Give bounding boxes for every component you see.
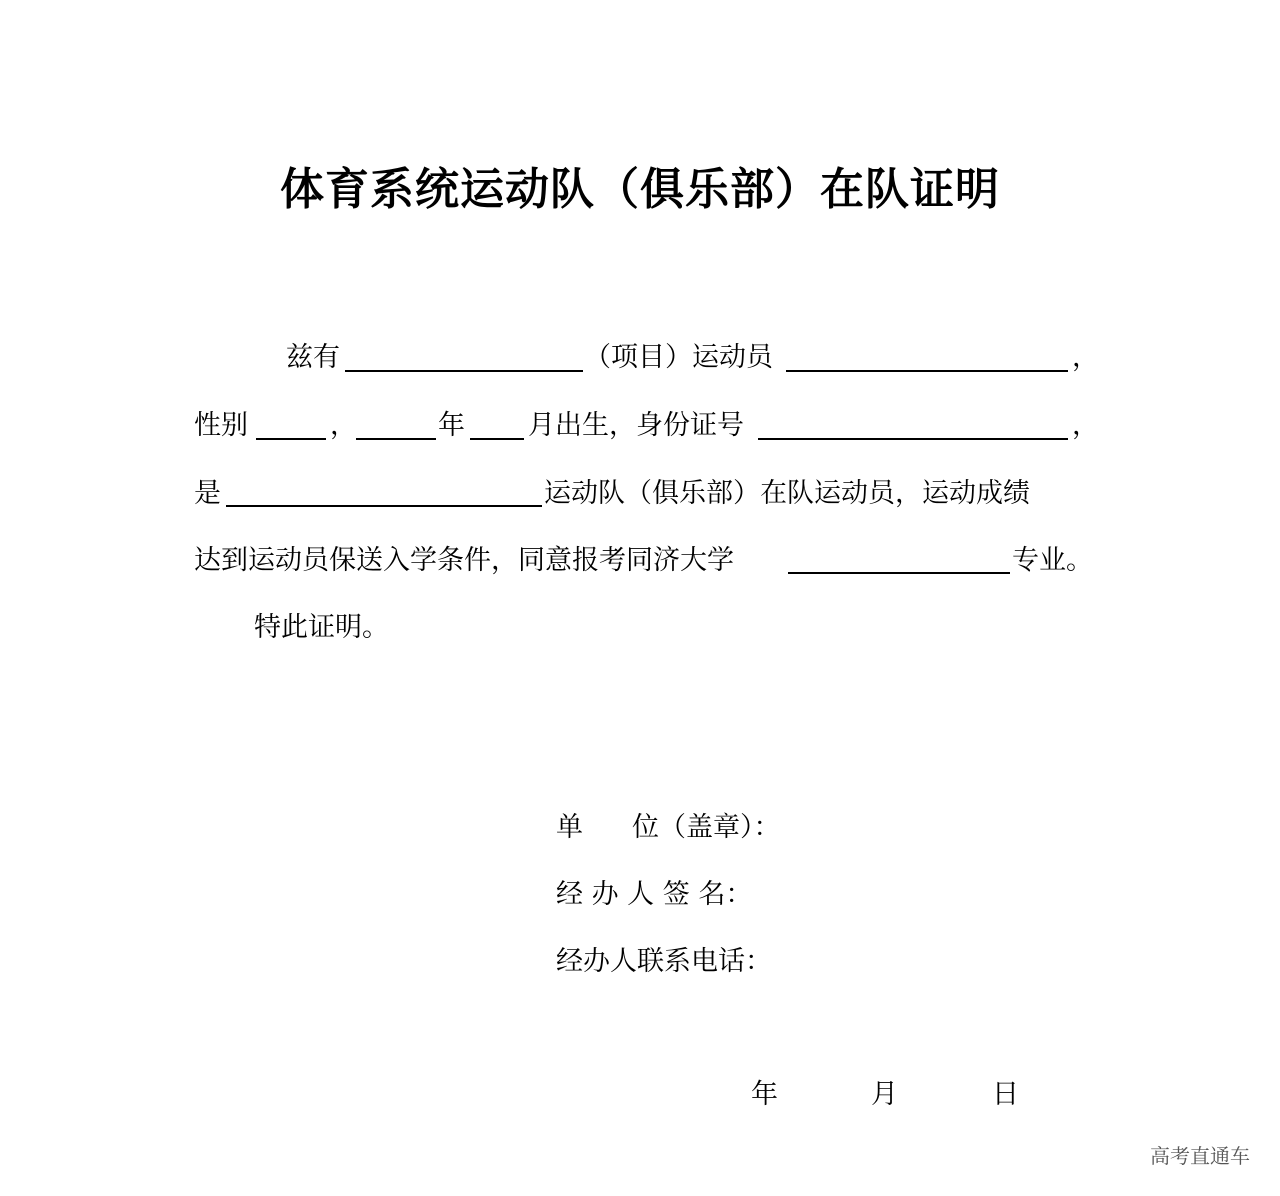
label-date-year: 年 [751, 1079, 778, 1110]
text-certify: 特此证明。 [254, 612, 389, 643]
label-date-day: 日 [992, 1079, 1019, 1110]
page-title: 体育系统运动队（俱乐部）在队证明 [280, 164, 1000, 215]
text-comma: ， [1072, 410, 1099, 441]
blank-id-number[interactable] [758, 438, 1068, 440]
text-major: 专业。 [1012, 545, 1093, 576]
text-team-member: 运动队（俱乐部）在队运动员，运动成绩 [544, 478, 1030, 509]
label-handler-signature: 经 办 人 签 名： [556, 879, 753, 910]
text-year: 年 [438, 410, 465, 441]
watermark-text: 高考直通车 [1150, 1144, 1250, 1168]
blank-team-name[interactable] [226, 505, 542, 507]
text-comma: ， [330, 410, 357, 441]
text-item-athlete: （项目）运动员 [584, 342, 773, 373]
text-gender: 性别 [194, 410, 248, 441]
text-comma: ， [1072, 342, 1099, 373]
blank-athlete-name[interactable] [786, 370, 1068, 372]
text-zi-you: 兹有 [286, 342, 340, 373]
label-date-month: 月 [871, 1079, 898, 1110]
blank-sport-item[interactable] [345, 370, 583, 372]
text-admission: 达到运动员保送入学条件，同意报考同济大学 [194, 545, 734, 576]
blank-gender[interactable] [256, 438, 326, 440]
label-unit-seal: 位（盖章）： [632, 812, 781, 843]
label-handler-phone: 经办人联系电话： [556, 946, 772, 977]
label-unit-char: 单 [556, 812, 583, 843]
blank-major[interactable] [788, 572, 1010, 574]
blank-birth-month[interactable] [470, 438, 524, 440]
text-birth-id: 月出生，身份证号 [528, 410, 744, 441]
text-shi: 是 [194, 478, 221, 509]
blank-birth-year[interactable] [356, 438, 436, 440]
